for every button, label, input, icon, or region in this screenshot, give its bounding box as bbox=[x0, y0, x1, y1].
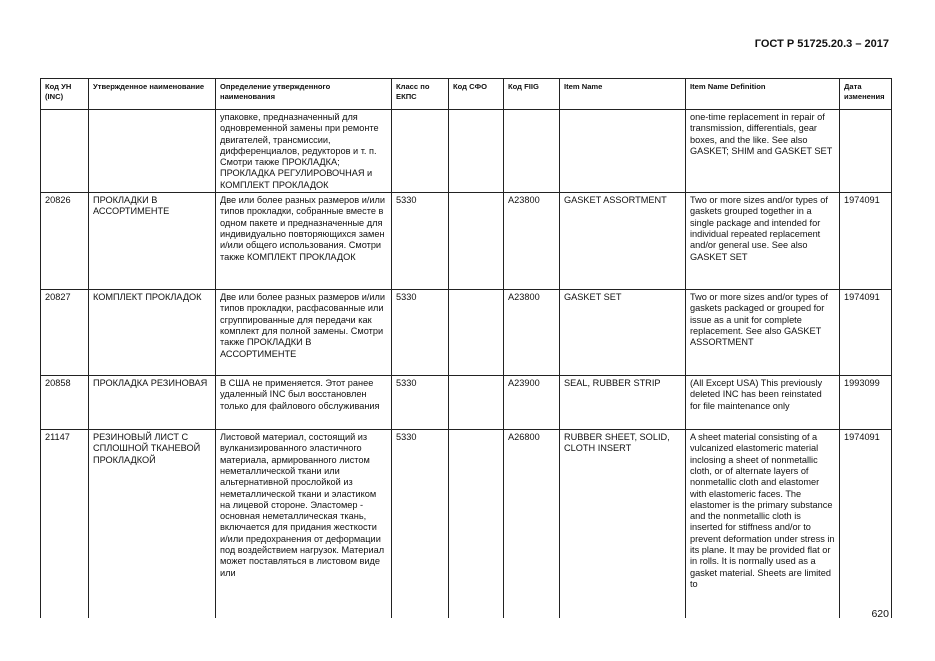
header-approved-name: Утвержденное наименование bbox=[89, 79, 216, 110]
cell-inc-code bbox=[41, 110, 89, 193]
cell-item-name-definition: Two or more sizes and/or types of gaskets grouped together in a single package and intended for individual repeated replacement and/or general use. See also GASKET SET bbox=[686, 193, 840, 290]
cell-fiig-code: A23800 bbox=[504, 290, 560, 376]
cell-change-date: 1993099 bbox=[840, 376, 892, 430]
cell-fiig-code: A23900 bbox=[504, 376, 560, 430]
cell-fiig-code: A23800 bbox=[504, 193, 560, 290]
cell-inc-code: 20826 bbox=[41, 193, 89, 290]
cell-ekps-class: 5330 bbox=[392, 376, 449, 430]
header-item-name-definition: Item Name Definition bbox=[686, 79, 840, 110]
cell-ekps-class bbox=[392, 110, 449, 193]
table-header-row bbox=[41, 79, 892, 110]
cell-item-name: RUBBER SHEET, SOLID, CLOTH INSERT bbox=[560, 430, 686, 618]
document-header: ГОСТ Р 51725.20.3 – 2017 bbox=[754, 38, 889, 50]
page-number: 620 bbox=[871, 608, 889, 620]
cell-item-name: GASKET SET bbox=[560, 290, 686, 376]
cell-ekps-class: 5330 bbox=[392, 290, 449, 376]
table-body bbox=[41, 110, 892, 618]
cell-ekps-class: 5330 bbox=[392, 430, 449, 618]
header-change-date: Дата изменения bbox=[840, 79, 892, 110]
cell-fiig-code bbox=[504, 110, 560, 193]
cell-approved-name: ПРОКЛАДКИ В АССОРТИМЕНТЕ bbox=[89, 193, 216, 290]
header-sfo-code: Код СФО bbox=[449, 79, 504, 110]
cell-item-name-definition: one-time replacement in repair of transmission, differentials, gear boxes, and the like. See also GASKET; SHIM and GASKET SET bbox=[686, 110, 840, 193]
header-ekps-class: Класс по ЕКПС bbox=[392, 79, 449, 110]
header-item-name: Item Name bbox=[560, 79, 686, 110]
cell-item-name: GASKET ASSORTMENT bbox=[560, 193, 686, 290]
cell-approved-name bbox=[89, 110, 216, 193]
cell-approved-name: КОМПЛЕКТ ПРОКЛАДОК bbox=[89, 290, 216, 376]
cell-approved-name: РЕЗИНОВЫЙ ЛИСТ С СПЛОШНОЙ ТКАНЕВОЙ ПРОКЛАДКОЙ bbox=[89, 430, 216, 618]
cell-item-name: SEAL, RUBBER STRIP bbox=[560, 376, 686, 430]
cell-definition: В США не применяется. Этот ранее удаленный INC был восстановлен только для файлового обслуживания bbox=[216, 376, 392, 430]
cell-change-date bbox=[840, 110, 892, 193]
cell-sfo-code bbox=[449, 430, 504, 618]
cell-definition: Две или более разных размеров и/или типов прокладки, собранные вместе в одном пакете и предназначенные для индивидуально повторяющихся замен и/или общего использования. Смотри также КОМПЛЕКТ ПРОКЛАДОК bbox=[216, 193, 392, 290]
cell-sfo-code bbox=[449, 110, 504, 193]
header-inc-code: Код УН (INC) bbox=[41, 79, 89, 110]
cell-inc-code: 21147 bbox=[41, 430, 89, 618]
header-definition: Определение утвержденного наименования bbox=[216, 79, 392, 110]
table-row bbox=[41, 110, 892, 193]
cell-change-date: 1974091 bbox=[840, 193, 892, 290]
cell-change-date: 1974091 bbox=[840, 430, 892, 618]
cell-sfo-code bbox=[449, 290, 504, 376]
cell-sfo-code bbox=[449, 376, 504, 430]
table-row bbox=[41, 193, 892, 290]
cell-ekps-class: 5330 bbox=[392, 193, 449, 290]
cell-approved-name: ПРОКЛАДКА РЕЗИНОВАЯ bbox=[89, 376, 216, 430]
table-row bbox=[41, 376, 892, 430]
cell-definition: упаковке, предназначенный для одновременной замены при ремонте двигателей, трансмиссии, дифференциалов, редукторов и т. п. Смотри также ПРОКЛАДКА; ПРОКЛАДКА РЕГУЛИРОВОЧНАЯ и КОМПЛЕКТ ПРОКЛАДОК bbox=[216, 110, 392, 193]
cell-fiig-code: A26800 bbox=[504, 430, 560, 618]
cell-item-name-definition: Two or more sizes and/or types of gaskets packaged or grouped for issue as a unit for complete replacement. See also GASKET ASSORTMENT bbox=[686, 290, 840, 376]
table-row bbox=[41, 430, 892, 618]
table-row bbox=[41, 290, 892, 376]
cell-definition: Листовой материал, состоящий из вулканизированного эластичного материала, армированного листом неметаллической ткани или альтернативной прослойкой из неметаллической ткани и эластиком на лицевой стороне. Эластомер - основная неметаллическая ткань, включается для придания жесткости и/или предохранения от деформации под воздействием нагрузок. Материал может поставляться в листовом виде или bbox=[216, 430, 392, 618]
cell-change-date: 1974091 bbox=[840, 290, 892, 376]
cell-item-name bbox=[560, 110, 686, 193]
cell-item-name-definition: (All Except USA) This previously deleted INC has been reinstated for file maintenance only bbox=[686, 376, 840, 430]
cell-sfo-code bbox=[449, 193, 504, 290]
header-fiig-code: Код FIIG bbox=[504, 79, 560, 110]
cell-item-name-definition: A sheet material consisting of a vulcanized elastomeric material inclosing a sheet of nonmetallic cloth, or of alternate layers of nonmetallic cloth and elastomer with elastomeric faces. The elastomer is the primary substance and the nonmetallic cloth is inserted for stiffness and/or to prevent deformation under stress in its plane. It may be provided flat or in rolls. It is normally used as a gasket material. Sheets are limited to bbox=[686, 430, 840, 618]
cell-inc-code: 20827 bbox=[41, 290, 89, 376]
items-table bbox=[40, 78, 892, 618]
cell-inc-code: 20858 bbox=[41, 376, 89, 430]
cell-definition: Две или более разных размеров и/или типов прокладки, расфасованные или сгруппированные для передачи как комплект для полной замены. Смотри также ПРОКЛАДКИ В АССОРТИМЕНТЕ bbox=[216, 290, 392, 376]
